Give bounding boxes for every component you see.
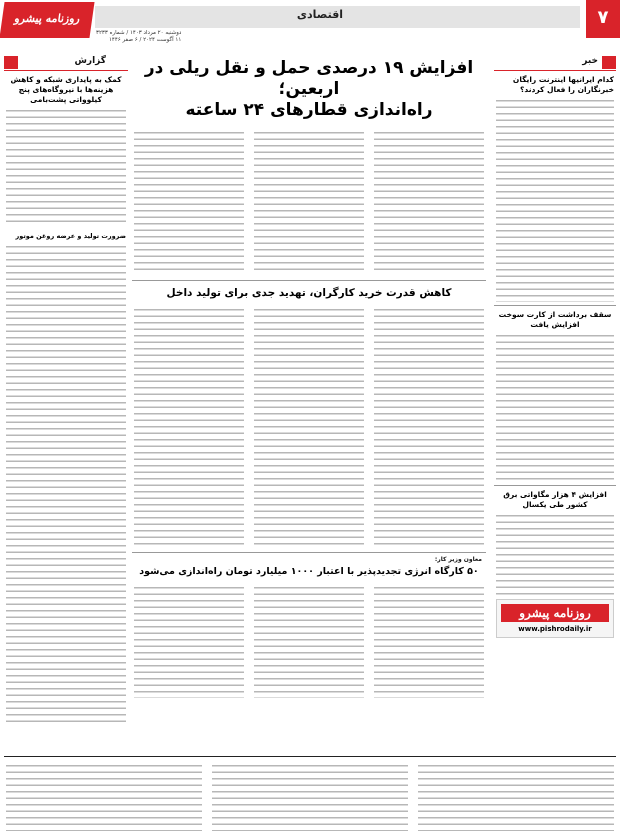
ad-logo: روزنامه پیشرو: [501, 604, 609, 622]
story-subhead: ضرورت تولید و عرضه روغن موتور: [15, 232, 126, 240]
section-flag-icon: [4, 56, 18, 69]
divider: [132, 552, 486, 553]
story-headline: افزایش ۴ هزار مگاواتی برق کشور طی یکسال: [503, 490, 607, 509]
ad-url[interactable]: www.pishrodaily.ir: [518, 625, 592, 633]
story-body: [496, 332, 614, 482]
story-body: [6, 107, 126, 227]
section-title: اقتصادی: [296, 8, 344, 21]
main-headline-line2: راه‌اندازی قطارهای ۲۴ ساعته: [185, 100, 433, 120]
notice-block: [418, 759, 614, 831]
date-persian: دوشنبه ۲۰ مرداد ۱۴۰۳ / شماره ۳۲۳۳: [96, 30, 182, 36]
date-gregorian: ۱۱ آگوست ۲۰۲۴ / ۶ صفر ۱۴۴۶: [108, 37, 182, 43]
ad-box[interactable]: [496, 599, 614, 638]
story-headline: کدام ایرانیها اینترنت رایگان خبرنگاران را فعال کردند؟: [512, 75, 614, 94]
byline: معاون وزیر کار:: [434, 556, 482, 563]
main-story-body: [132, 127, 486, 277]
news-label: خبر: [582, 56, 598, 66]
legal-notices: [4, 756, 616, 833]
story-headline: کمک به پایداری شبکه و کاهش هزینه‌ها با نیروگاه‌های پنج کیلوواتی پشت‌بامی: [10, 75, 122, 104]
story-headline: سقف برداشت از کارت سوخت افزایش یافت: [498, 310, 612, 329]
notice-block: [6, 759, 202, 831]
page-number: ۷: [586, 0, 620, 38]
news-section-label: [494, 56, 616, 71]
bottom-story-body: [132, 582, 486, 700]
divider: [132, 280, 486, 281]
right-column: [494, 56, 616, 753]
story-body: [6, 243, 126, 723]
page-header: [0, 0, 620, 43]
divider: [494, 485, 616, 486]
middle-section: [132, 56, 486, 753]
divider: [494, 305, 616, 306]
notice-block: [212, 759, 408, 831]
section-flag-icon: [602, 56, 616, 69]
main-headline-line1: افزایش ۱۹ درصدی حمل و نقل ریلی در اربعین؛: [144, 58, 474, 99]
story-body: [496, 97, 614, 302]
left-column: [4, 56, 128, 753]
report-section-label: [4, 56, 128, 71]
newspaper-logo: روزنامه پیشرو: [0, 2, 95, 38]
dateline: [96, 30, 181, 44]
report-label: گزارش: [74, 56, 106, 66]
sub-story-body: [132, 304, 486, 549]
main-headline: [132, 58, 486, 121]
sub-headline: کاهش قدرت خرید کارگران، تهدید جدی برای تولید داخل: [166, 287, 452, 299]
story-body: [496, 512, 614, 597]
bottom-headline: ۵۰ کارگاه انرژی تجدیدپذیر با اعتبار ۱۰۰۰ میلیارد تومان راه‌اندازی می‌شود: [139, 566, 479, 577]
